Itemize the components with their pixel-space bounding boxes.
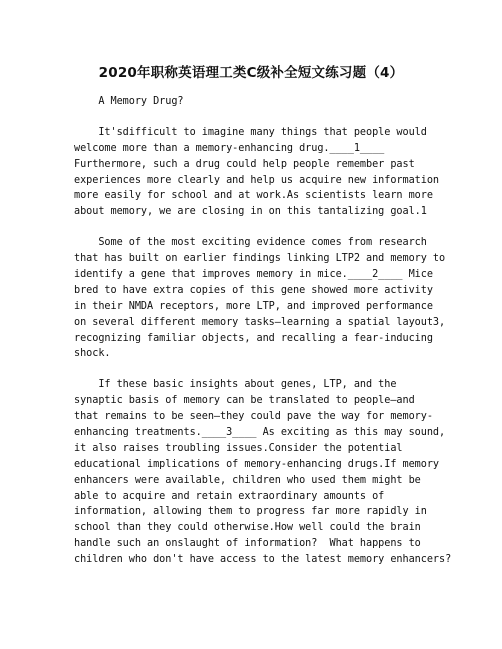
paragraph-line: information, allowing them to progress far more rapidly in bbox=[74, 506, 427, 518]
paragraph-line: recognizing familiar objects, and recalling a fear-inducing bbox=[74, 332, 433, 344]
paragraph-3 bbox=[74, 377, 452, 568]
paragraph-spacer bbox=[74, 110, 448, 125]
paragraph-2 bbox=[74, 235, 448, 362]
paragraph-line: Furthermore, such a drug could help people remember past bbox=[74, 158, 415, 170]
paragraph-line: experiences more clearly and help us acquire new information bbox=[74, 174, 440, 186]
paragraph-spacer bbox=[74, 220, 448, 235]
paragraph-line: If these basic insights about genes, LTP, and the bbox=[74, 379, 397, 391]
paragraph-line: enhancing treatments.____3____ As exciting as this may sound, bbox=[74, 427, 446, 439]
paragraph-line: able to acquire and retain extraordinary amounts of bbox=[74, 490, 385, 502]
paragraph-line: about memory, we are closing in on this tantalizing goal.1 bbox=[74, 206, 427, 218]
paragraph-line: bred to have extra copies of this gene showed more activity bbox=[74, 284, 433, 296]
paragraph-line: more easily for school and at work.As scientists learn more bbox=[74, 190, 433, 202]
paragraph-line: Some of the most exciting evidence comes from research bbox=[74, 237, 427, 249]
paragraph-1 bbox=[74, 125, 448, 220]
paragraph-line: identify a gene that improves memory in mice.____2____ Mice bbox=[74, 269, 433, 281]
paragraph-line: it also raises troubling issues.Consider the potential bbox=[74, 442, 403, 454]
paragraph-line: that has built on earlier findings linking LTP2 and memory to bbox=[74, 253, 446, 265]
paragraph-spacer bbox=[74, 362, 448, 377]
paragraph-line: welcome more than a memory-enhancing drug.____1____ bbox=[74, 142, 385, 154]
paragraph-line: synaptic basis of memory can be translated to people—and bbox=[74, 395, 415, 407]
paragraph-line: on several different memory tasks—learning a spatial layout3, bbox=[74, 316, 446, 328]
paragraph-line: enhancers were available, children who used them might be bbox=[74, 474, 421, 486]
paragraph-line: school than they could otherwise.How well could the brain bbox=[74, 522, 421, 534]
paragraph-line: children who don't have access to the latest memory enhancers? bbox=[74, 554, 452, 566]
paragraph-line: shock. bbox=[74, 348, 111, 360]
document-title: 2020年职称英语理工类C级补全短文练习题（4） bbox=[98, 65, 404, 81]
paragraph-line: in their NMDA receptors, more LTP, and improved performance bbox=[74, 300, 433, 312]
paragraph-line: handle such an onslaught of information? What happens to bbox=[74, 538, 421, 550]
paragraph-line: that remains to be seen—they could pave the way for memory- bbox=[74, 411, 433, 423]
paragraph-line: It'sdifficult to imagine many things that people would bbox=[74, 126, 427, 138]
article-heading: A Memory Drug? bbox=[74, 96, 184, 107]
document-body bbox=[74, 94, 452, 568]
paragraph-line: educational implications of memory-enhancing drugs.If memory bbox=[74, 458, 440, 470]
